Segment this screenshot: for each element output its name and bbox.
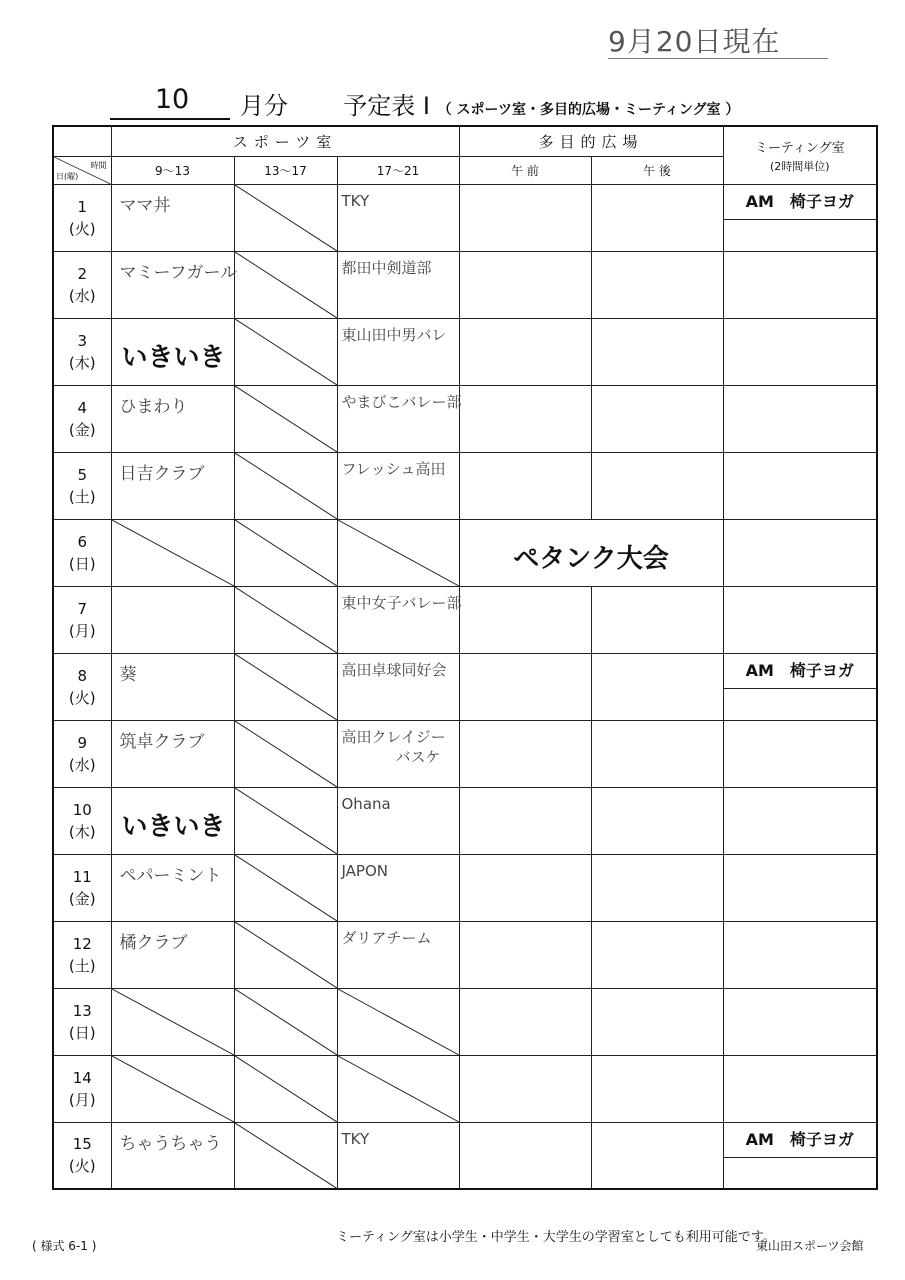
slot-cell-17-21[interactable]: [337, 921, 459, 988]
weekday: (火): [68, 688, 96, 707]
schedule-table: [52, 125, 878, 1190]
unavailable-slash: [235, 1056, 337, 1122]
slot-cell-13-17[interactable]: [234, 1055, 337, 1122]
plaza-cell-morning[interactable]: [459, 720, 591, 787]
meeting-cell[interactable]: [723, 854, 877, 921]
plaza-cell-afternoon[interactable]: [591, 184, 723, 251]
slot-cell-13-17[interactable]: [234, 787, 337, 854]
day-cell: [53, 452, 111, 519]
slot-cell-13-17[interactable]: [234, 184, 337, 251]
meeting-booking: AM 椅子ヨガ: [724, 654, 877, 689]
booking-name: 日吉クラブ: [119, 463, 205, 484]
slot-cell-17-21[interactable]: [337, 318, 459, 385]
slot-cell-9-13[interactable]: [111, 921, 234, 988]
plaza-cell-morning[interactable]: [459, 921, 591, 988]
day-cell: [53, 519, 111, 586]
meeting-cell[interactable]: [723, 921, 877, 988]
slot-cell-13-17[interactable]: [234, 988, 337, 1055]
meeting-cell[interactable]: [723, 586, 877, 653]
slot-cell-17-21[interactable]: [337, 586, 462, 653]
weekday: (木): [68, 822, 96, 841]
day-cell: [53, 988, 111, 1055]
plaza-cell-afternoon[interactable]: [591, 1055, 723, 1122]
booking-name: いきいき: [121, 342, 226, 373]
slot-cell-9-13[interactable]: [111, 720, 234, 787]
day-number: 10: [72, 800, 92, 819]
slot-cell-9-13[interactable]: [111, 385, 234, 452]
plaza-cell-afternoon[interactable]: [591, 720, 723, 787]
unavailable-slash: [235, 520, 337, 586]
plaza-cell-afternoon[interactable]: [591, 921, 723, 988]
title-month-label: 月分: [240, 92, 288, 120]
day-number: 1: [77, 197, 88, 216]
plaza-cell-afternoon[interactable]: [591, 1122, 723, 1189]
booking-name: JAPON: [341, 861, 388, 880]
organization-name: 東山田スポーツ会館: [756, 1239, 864, 1253]
slot-cell-17-21[interactable]: [337, 452, 459, 519]
slot-cell-9-13[interactable]: [111, 854, 234, 921]
booking-name: 都田中剣道部: [341, 258, 432, 277]
slot-cell-9-13[interactable]: [111, 787, 234, 854]
slot-cell-13-17[interactable]: [234, 720, 337, 787]
unavailable-slash: [112, 520, 234, 586]
unavailable-slash: [235, 989, 337, 1055]
plaza-cell-afternoon[interactable]: [591, 653, 723, 720]
slot-cell-13-17[interactable]: [234, 385, 337, 452]
slot-cell-13-17[interactable]: [234, 586, 337, 653]
plaza-cell-afternoon[interactable]: [591, 787, 723, 854]
table-row: [53, 1055, 877, 1122]
day-number: 7: [77, 599, 88, 618]
booking-name-cont: バスケ: [395, 747, 441, 766]
booking-name: 東中女子バレー部: [341, 593, 462, 612]
table-row: [53, 251, 877, 318]
booking-name: TKY: [341, 1129, 370, 1148]
unavailable-slash: [235, 252, 337, 318]
day-cell: [53, 318, 111, 385]
unavailable-slash: [235, 654, 337, 720]
corner-day-label: 日(曜): [56, 171, 79, 181]
slot-cell-9-13[interactable]: [111, 1055, 234, 1122]
day-cell: [53, 586, 111, 653]
day-number: 15: [72, 1135, 92, 1154]
plaza-cell-morning[interactable]: [459, 385, 591, 452]
slot-cell-9-13[interactable]: [111, 586, 234, 653]
slot-cell-13-17[interactable]: [234, 519, 337, 586]
booking-name: ママ丼: [119, 195, 171, 216]
plaza-cell-morning[interactable]: [459, 318, 591, 385]
plaza-cell-afternoon[interactable]: [591, 988, 723, 1055]
meeting-cell[interactable]: [723, 787, 877, 854]
table-row: [53, 854, 877, 921]
table-row: [53, 1122, 877, 1189]
unavailable-slash: [338, 989, 459, 1055]
plaza-cell-morning[interactable]: [459, 854, 591, 921]
day-number: 14: [72, 1068, 92, 1087]
stamp-underline: [608, 58, 828, 59]
plaza-cell-morning[interactable]: [459, 452, 591, 519]
booking-name: Ohana: [341, 794, 391, 813]
unavailable-slash: [235, 587, 337, 653]
day-number: 2: [77, 264, 88, 283]
day-number: 5: [77, 465, 88, 484]
unavailable-slash: [235, 453, 337, 519]
title-month: 10: [154, 84, 190, 115]
meeting-cell[interactable]: [723, 452, 877, 519]
day-cell: [53, 385, 111, 452]
meeting-cell[interactable]: [723, 1122, 877, 1189]
booking-name: いきいき: [121, 811, 226, 842]
slot-cell-17-21[interactable]: [337, 854, 459, 921]
meeting-cell[interactable]: [723, 988, 877, 1055]
meeting-cell[interactable]: [723, 251, 877, 318]
day-cell: [53, 787, 111, 854]
slot-cell-9-13[interactable]: [111, 519, 234, 586]
slot-cell-17-21[interactable]: [337, 184, 459, 251]
weekday: (土): [68, 487, 96, 506]
unavailable-slash: [235, 319, 337, 385]
corner-time-label: 時間: [90, 160, 107, 170]
slot-cell-9-13[interactable]: [111, 988, 234, 1055]
plaza-cell-afternoon[interactable]: [591, 318, 723, 385]
slot-cell-9-13[interactable]: [111, 452, 234, 519]
table-row: [53, 720, 877, 787]
plaza-cell-morning[interactable]: [459, 586, 591, 653]
booking-name: 葵: [119, 664, 137, 685]
weekday: (水): [68, 286, 96, 305]
unavailable-slash: [235, 185, 337, 251]
weekday: (土): [68, 956, 96, 975]
unavailable-slash: [112, 989, 234, 1055]
unavailable-slash: [112, 1056, 234, 1122]
plaza-cell-morning[interactable]: [459, 988, 591, 1055]
unavailable-slash: [235, 386, 337, 452]
slot-cell-9-13[interactable]: [111, 318, 234, 385]
plaza-cell-morning[interactable]: [459, 1055, 591, 1122]
weekday: (水): [68, 755, 96, 774]
day-number: 4: [77, 398, 88, 417]
table-row: [53, 787, 877, 854]
slot-cell-13-17[interactable]: [234, 251, 337, 318]
day-number: 6: [77, 532, 88, 551]
slot-cell-13-17[interactable]: [234, 318, 337, 385]
slot-cell-13-17[interactable]: [234, 1122, 337, 1189]
slot-cell-9-13[interactable]: [111, 251, 238, 318]
plaza-cell-morning[interactable]: [459, 1122, 591, 1189]
table-row: [53, 385, 877, 452]
booking-name: やまびこバレー部: [341, 392, 462, 411]
title-month-underline: [110, 118, 230, 120]
table-row: [53, 921, 877, 988]
meeting-cell[interactable]: [723, 519, 877, 586]
weekday: (日): [68, 1023, 96, 1042]
day-cell: [53, 1122, 111, 1189]
unavailable-slash: [235, 788, 337, 854]
booking-name: 高田卓球同好会: [341, 660, 447, 679]
unavailable-slash: [235, 922, 337, 988]
day-number: 11: [72, 867, 92, 886]
slot-cell-9-13[interactable]: [111, 653, 234, 720]
day-cell: [53, 854, 111, 921]
unavailable-slash: [235, 1123, 337, 1189]
plaza-cell-morning[interactable]: [459, 251, 591, 318]
plaza-cell-afternoon[interactable]: [591, 586, 723, 653]
meeting-cell[interactable]: [723, 653, 877, 720]
meeting-cell[interactable]: [723, 318, 877, 385]
day-cell: [53, 653, 111, 720]
weekday: (月): [68, 1090, 96, 1109]
slot-cell-17-21[interactable]: [337, 385, 462, 452]
booking-name: 高田クレイジー: [341, 727, 446, 746]
as-of-date-stamp: 9月20日現在: [608, 25, 781, 58]
meeting-room-unit: (2時間単位): [769, 159, 830, 173]
table-row: [53, 586, 877, 653]
weekday: (火): [68, 1157, 96, 1176]
plaza-event: ペタンク大会: [513, 543, 669, 574]
booking-name: 筑卓クラブ: [119, 731, 205, 752]
day-cell: [53, 1055, 111, 1122]
booking-name: 橘クラブ: [119, 932, 188, 953]
weekday: (月): [68, 621, 96, 640]
day-cell: [53, 184, 111, 251]
footnote: ミーティング室は小学生・中学生・大学生の学習室としても利用可能です。: [336, 1230, 776, 1245]
slot-cell-17-21[interactable]: [337, 988, 459, 1055]
slot-morning: 午 前: [459, 156, 591, 184]
header-sports-room: スポーツ室: [111, 126, 459, 156]
plaza-cell-morning[interactable]: [459, 653, 591, 720]
table-row: [53, 184, 877, 251]
plaza-event-cell[interactable]: [459, 519, 723, 586]
table-row: [53, 318, 877, 385]
slot-cell-13-17[interactable]: [234, 653, 337, 720]
slot-cell-17-21[interactable]: [337, 787, 459, 854]
slot-afternoon: 午 後: [591, 156, 723, 184]
booking-name: ペパーミント: [119, 865, 222, 886]
unavailable-slash: [338, 520, 459, 586]
weekday: (火): [68, 219, 96, 238]
plaza-cell-afternoon[interactable]: [591, 385, 723, 452]
meeting-cell[interactable]: [723, 184, 877, 251]
day-number: 3: [77, 331, 88, 350]
day-cell: [53, 921, 111, 988]
table-row: [53, 452, 877, 519]
corner-top: [53, 126, 111, 156]
meeting-room-label: ミーティング室: [754, 140, 845, 156]
booking-name: フレッシュ高田: [341, 459, 446, 478]
slot-cell-13-17[interactable]: [234, 921, 337, 988]
booking-name: ひまわり: [119, 396, 188, 417]
unavailable-slash: [338, 1056, 459, 1122]
booking-name: 東山田中男バレ: [341, 325, 447, 344]
form-number: ( 様式 6-1 ): [32, 1239, 97, 1253]
unavailable-slash: [235, 721, 337, 787]
weekday: (金): [68, 420, 96, 439]
slot-17-21: 17～21: [337, 156, 459, 184]
plaza-cell-afternoon[interactable]: [591, 452, 723, 519]
header-meeting-room: [723, 126, 877, 184]
slot-cell-9-13[interactable]: [111, 1122, 234, 1189]
weekday: (日): [68, 554, 96, 573]
day-number: 12: [72, 934, 92, 953]
day-number: 8: [77, 666, 88, 685]
meeting-cell[interactable]: [723, 720, 877, 787]
plaza-cell-morning[interactable]: [459, 787, 591, 854]
slot-13-17: 13～17: [234, 156, 337, 184]
weekday: (木): [68, 353, 96, 372]
meeting-cell[interactable]: [723, 1055, 877, 1122]
slot-cell-17-21[interactable]: [337, 653, 459, 720]
day-number: 13: [72, 1001, 92, 1020]
booking-name: ダリアチーム: [341, 928, 432, 947]
weekday: (金): [68, 889, 96, 908]
header-plaza: 多目的広場: [459, 126, 723, 156]
table-row: [53, 653, 877, 720]
booking-name: ちゃうちゃう: [119, 1133, 222, 1154]
slot-cell-17-21[interactable]: [337, 1055, 459, 1122]
slot-cell-13-17[interactable]: [234, 854, 337, 921]
corner-cell: [53, 156, 111, 184]
slot-cell-17-21[interactable]: [337, 1122, 459, 1189]
day-number: 9: [77, 733, 88, 752]
plaza-cell-afternoon[interactable]: [591, 251, 723, 318]
meeting-cell[interactable]: [723, 385, 877, 452]
unavailable-slash: [235, 855, 337, 921]
meeting-booking: AM 椅子ヨガ: [724, 1123, 877, 1158]
slot-cell-17-21[interactable]: [337, 720, 459, 787]
table-row: [53, 988, 877, 1055]
booking-name: マミーフガール: [119, 262, 238, 283]
title-schedule: 予定表 Ⅰ: [343, 92, 430, 120]
meeting-booking: AM 椅子ヨガ: [724, 185, 877, 220]
plaza-cell-afternoon[interactable]: [591, 854, 723, 921]
day-cell: [53, 720, 111, 787]
slot-cell-17-21[interactable]: [337, 519, 459, 586]
slot-cell-9-13[interactable]: [111, 184, 234, 251]
booking-name: TKY: [341, 191, 370, 210]
page-title: [240, 86, 739, 121]
slot-cell-17-21[interactable]: [337, 251, 459, 318]
slot-9-13: 9～13: [111, 156, 234, 184]
table-row: [53, 519, 877, 586]
title-subtitle: （ スポーツ室・多目的広場・ミーティング室 ）: [437, 102, 740, 118]
slot-cell-13-17[interactable]: [234, 452, 337, 519]
plaza-cell-morning[interactable]: [459, 184, 591, 251]
day-cell: [53, 251, 111, 318]
